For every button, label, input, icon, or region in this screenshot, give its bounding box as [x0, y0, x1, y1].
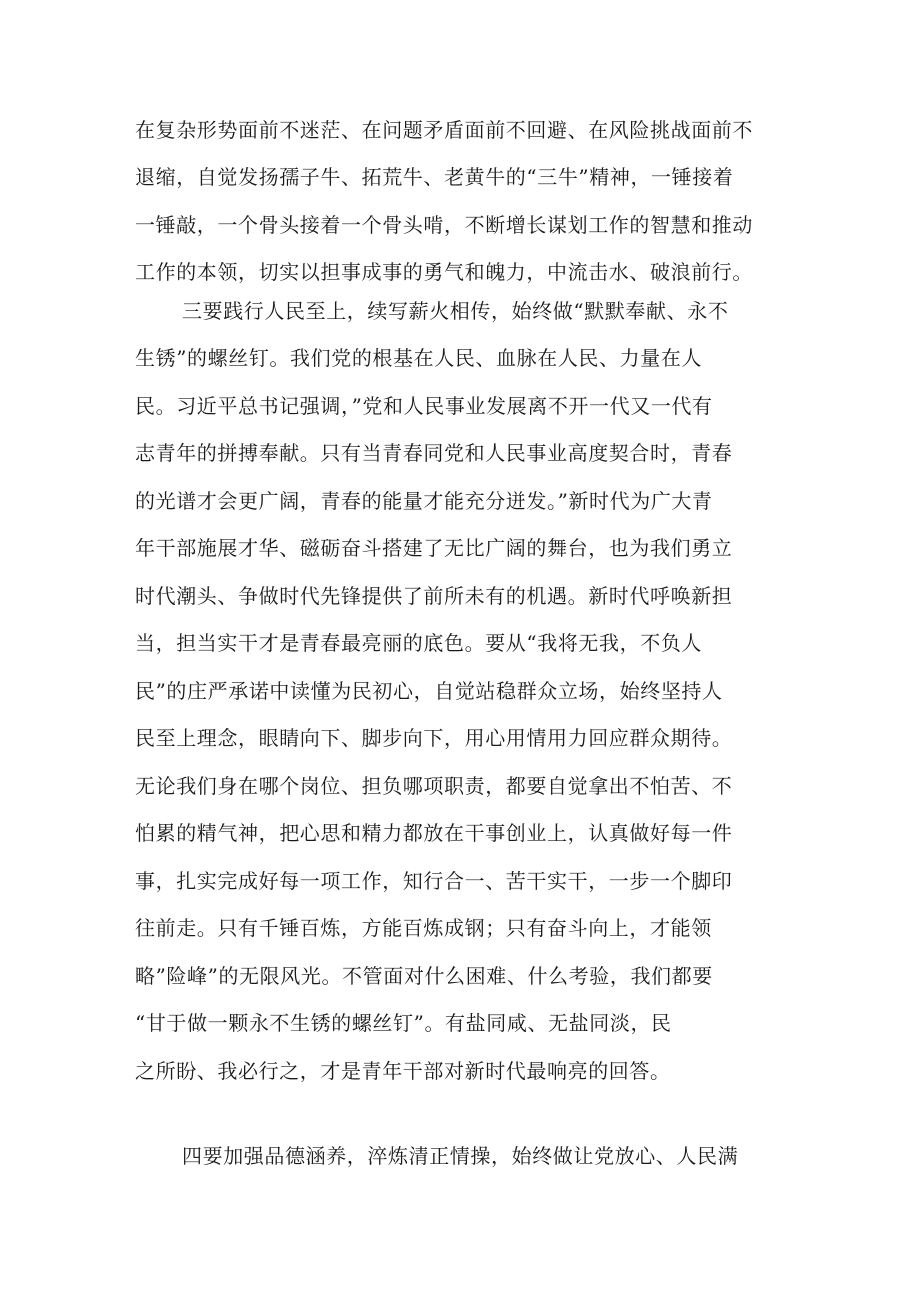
text-line: 无论我们身在哪个岗位、担负哪项职责，都要自觉拿出不怕苦、不	[135, 774, 733, 798]
text-line: 往前走。只有千锤百炼，方能百炼成钢；只有奋斗向上，才能领	[135, 916, 712, 940]
text-line: 怕累的精气神，把心思和精力都放在干事创业上，认真做好每一件	[135, 821, 733, 845]
text-line: 略”险峰”的无限风光。不管面对什么困难、什么考验，我们都要	[135, 964, 713, 988]
text-line: 时代潮头、争做时代先锋提供了前所未有的机遇。新时代呼唤新担	[135, 584, 733, 608]
text-line: 之所盼、我必行之，才是青年干部对新时代最响亮的回答。	[135, 1059, 671, 1083]
text-line: 当，担当实干才是青春最亮丽的底色。要从“我将无我，不负人	[135, 631, 703, 655]
text-line: 民至上理念，眼睛向下、脚步向下，用心用情用力回应群众期待。	[135, 726, 733, 750]
paragraph-start-line: 三要践行人民至上，续写薪火相传，始终做“默默奉献、永不	[182, 299, 729, 323]
text-line: 民。习近平总书记强调，”党和人民事业发展离不开一代又一代有	[135, 394, 713, 418]
text-line: 生锈”的螺丝钉。我们党的根基在人民、血脉在人民、力量在人	[135, 346, 703, 370]
text-line: 退缩，自觉发扬孺子牛、拓荒牛、老黄牛的“三牛”精神，一锤接着	[135, 165, 734, 189]
text-line: 志青年的拼搏奉献。只有当青春同党和人民事业高度契合时，青春	[135, 441, 733, 465]
text-line: 的光谱才会更广阔，青春的能量才能充分迸发。”新时代为广大青	[135, 489, 713, 513]
text-line: 一锤敲，一个骨头接着一个骨头啃，不断增长谋划工作的智慧和推动	[135, 213, 753, 237]
paragraph-start-line: 四要加强品德涵养，淬炼清正情操，始终做让党放心、人民满	[182, 1144, 739, 1168]
text-line: “甘于做一颗永不生锈的螺丝钉”。有盐同咸、无盐同淡，民	[135, 1011, 672, 1035]
text-line: 工作的本领，切实以担事成事的勇气和魄力，中流击水、破浪前行。	[135, 260, 753, 284]
text-line: 在复杂形势面前不迷茫、在问题矛盾面前不回避、在风险挑战面前不	[135, 118, 753, 142]
text-line: 民”的庄严承诺中读懂为民初心，自觉站稳群众立场，始终坚持人	[135, 679, 723, 703]
text-line: 年干部施展才华、磁砺奋斗搭建了无比广阔的舞台，也为我们勇立	[135, 536, 733, 560]
text-line: 事，扎实完成好每一项工作，知行合一、苦干实干，一步一个脚印	[135, 869, 733, 893]
